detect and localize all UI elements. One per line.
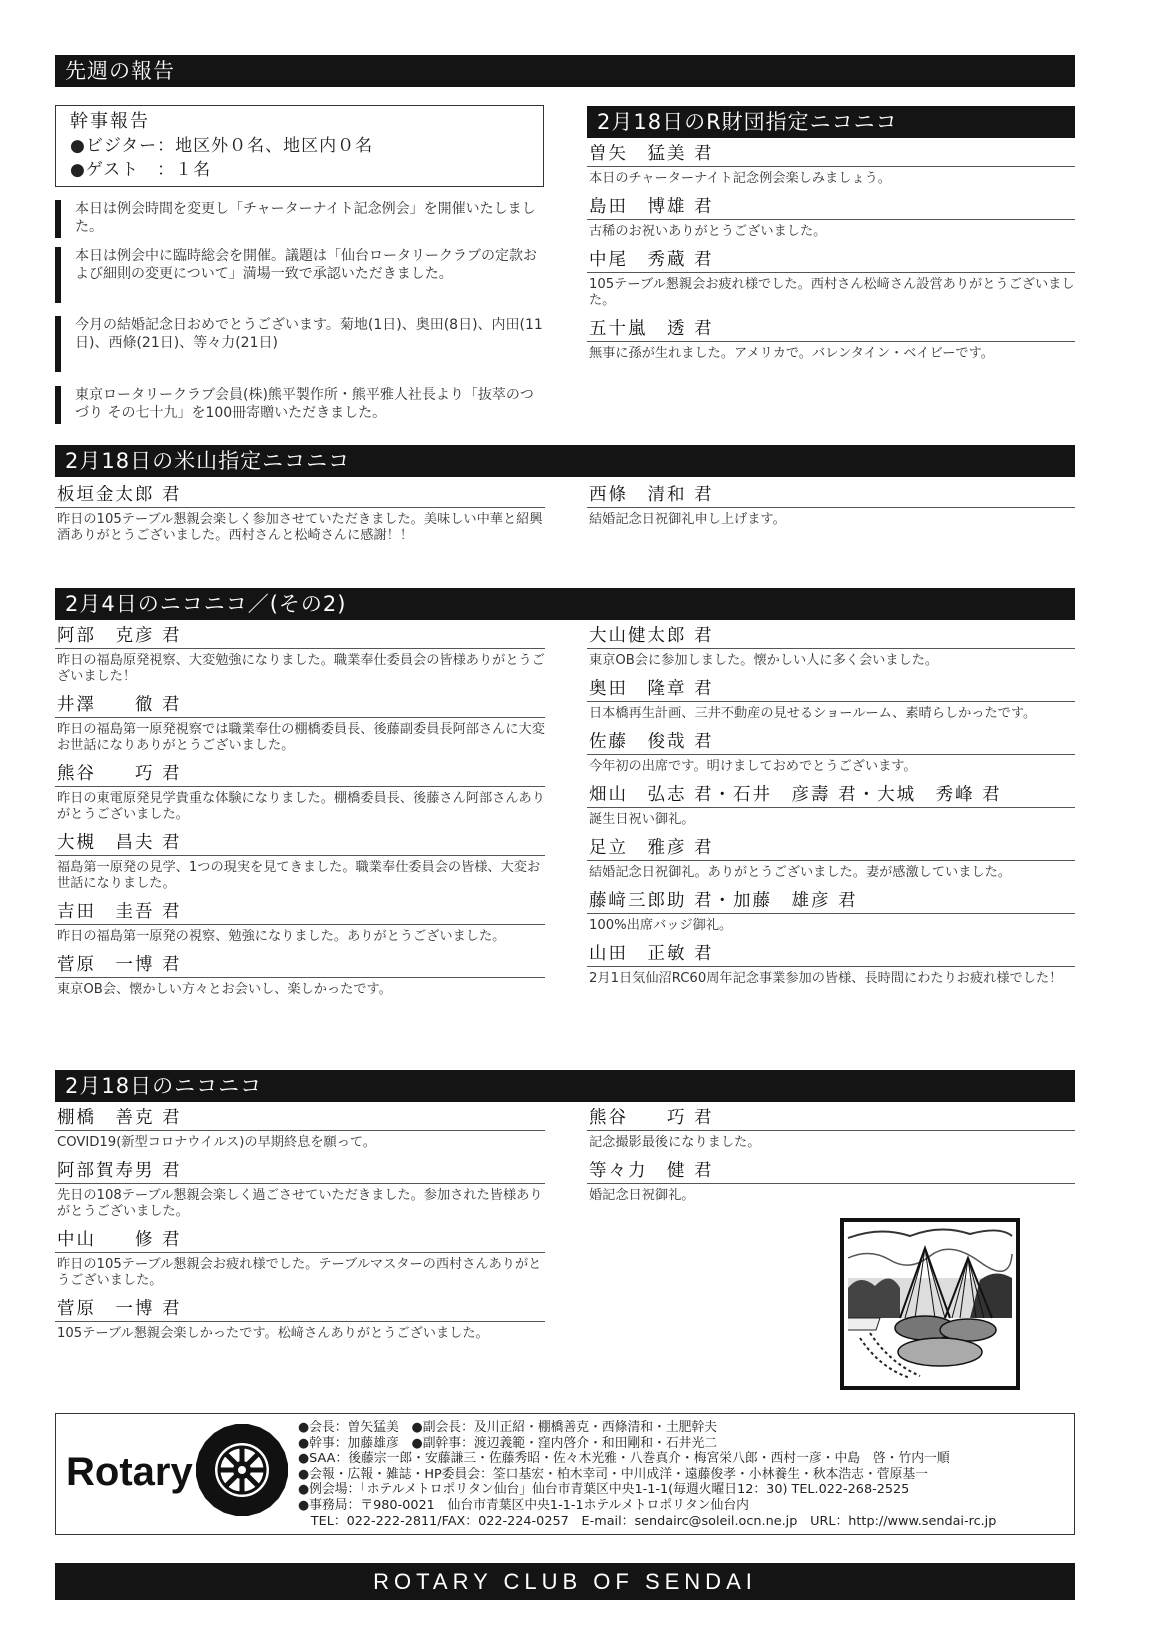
list-item xyxy=(587,677,1075,722)
list-item xyxy=(55,1297,545,1342)
member-message: 本日のチャーターナイト記念例会楽しみましょう。 xyxy=(589,171,891,186)
list-item xyxy=(55,1228,545,1289)
member-name: 熊谷 巧 君 xyxy=(55,762,545,787)
member-message: 100%出席バッジ御礼。 xyxy=(589,918,733,933)
member-name: 奥田 隆章 君 xyxy=(587,677,1075,702)
member-name: 曽矢 猛美 君 xyxy=(587,142,1075,167)
garden-illustration-icon xyxy=(840,1218,1020,1390)
member-message: 昨日の105テーブル懇親会お疲れ様でした。テーブルマスターの西村さんありがとうございました。 xyxy=(57,1257,542,1288)
feb18-right-list xyxy=(587,1106,1075,1212)
list-item xyxy=(55,953,545,998)
feb18-left-list xyxy=(55,1106,545,1350)
section-header-r-foundation: 2月18日のR財団指定ニコニコ xyxy=(587,106,1075,138)
list-item xyxy=(587,248,1075,309)
list-item xyxy=(587,730,1075,775)
feb4-right-list xyxy=(587,624,1075,995)
rotary-wheel-icon xyxy=(196,1424,288,1516)
list-item xyxy=(587,836,1075,881)
list-item xyxy=(587,942,1075,987)
footer-line: ●事務局：〒980-0021 仙台市青葉区中央1-1-1ホテルメトロポリタン仙台内 xyxy=(298,1497,749,1513)
secretary-report-title: 幹事報告 xyxy=(70,111,150,132)
member-name: 菅原 一博 君 xyxy=(55,1297,545,1322)
member-name: 大山健太郎 君 xyxy=(587,624,1075,649)
member-name: 菅原 一博 君 xyxy=(55,953,545,978)
list-item xyxy=(587,317,1075,362)
member-name: 島田 博雄 君 xyxy=(587,195,1075,220)
list-item xyxy=(55,1159,545,1220)
secretary-report-box xyxy=(55,105,544,187)
list-item xyxy=(55,762,545,823)
member-message: 今年初の出席です。明けましておめでとうございます。 xyxy=(589,759,917,774)
member-name: 棚橋 善克 君 xyxy=(55,1106,545,1131)
member-name: 井澤 徹 君 xyxy=(55,693,545,718)
r-foundation-list xyxy=(587,142,1075,370)
member-message: 誕生日祝い御礼。 xyxy=(589,812,695,827)
member-message: 結婚記念日祝御礼。ありがとうございました。妻が感激していました。 xyxy=(589,865,1011,880)
secretary-guests: ●ゲスト ：１名 xyxy=(70,160,212,180)
club-name-bar: ROTARY CLUB OF SENDAI xyxy=(55,1563,1075,1600)
member-message: 105テーブル懇親会お疲れ様でした。西村さん松﨑さん設営ありがとうございました。 xyxy=(589,277,1075,308)
member-name: 阿部賀寿男 君 xyxy=(55,1159,545,1184)
member-message: 東京OB会に参加しました。懐かしい人に多く会いました。 xyxy=(589,653,939,668)
section-header-feb4: 2月4日のニコニコ／(その2) xyxy=(55,588,1075,620)
report-note: 東京ロータリークラブ会員(株)熊平製作所・熊平雅人社長より「抜萃のつづり その七十九」を100冊寄贈いただきました。 xyxy=(55,386,545,424)
member-message: 昨日の福島原発視察、大変勉強になりました。職業奉仕委員会の皆様ありがとうございました！ xyxy=(57,653,545,684)
member-name: 藤﨑三郎助 君・加藤 雄彦 君 xyxy=(587,889,1075,914)
list-item xyxy=(55,900,545,945)
member-name: 西條 清和 君 xyxy=(587,483,1075,508)
member-name: 阿部 克彦 君 xyxy=(55,624,545,649)
rotary-logo-text: Rotary xyxy=(66,1450,193,1494)
secretary-visitors: ●ビジター：地区外０名、地区内０名 xyxy=(70,136,374,156)
member-name: 板垣金太郎 君 xyxy=(55,483,545,508)
member-name: 五十嵐 透 君 xyxy=(587,317,1075,342)
member-name: 中尾 秀蔵 君 xyxy=(587,248,1075,273)
feb4-left-list xyxy=(55,624,545,1006)
list-item xyxy=(55,831,545,892)
list-item xyxy=(55,624,545,685)
member-message: 婚記念日祝御礼。 xyxy=(589,1188,695,1203)
member-name: 熊谷 巧 君 xyxy=(587,1106,1075,1131)
list-item xyxy=(55,1106,545,1151)
section-header-yoneyama: 2月18日の米山指定ニコニコ xyxy=(55,445,1075,477)
yoneyama-right-list xyxy=(587,483,1075,536)
list-item xyxy=(587,889,1075,934)
member-message: 105テーブル懇親会楽しかったです。松﨑さんありがとうございました。 xyxy=(57,1326,489,1341)
member-message: 無事に孫が生れました。アメリカで。バレンタイン・ベイビーです。 xyxy=(589,346,994,361)
list-item xyxy=(587,783,1075,828)
footer-info-lines xyxy=(298,1420,1068,1529)
member-name: 足立 雅彦 君 xyxy=(587,836,1075,861)
member-message: 古稀のお祝いありがとうございました。 xyxy=(589,224,827,239)
member-message: 昨日の105テーブル懇親会楽しく参加させていただきました。美味しい中華と紹興酒ありがとうございました。西村さんと松崎さんに感謝！！ xyxy=(57,512,543,543)
member-message: 昨日の東電原発見学貴重な体験になりました。棚橋委員長、後藤さん阿部さんありがとうございました。 xyxy=(57,791,545,822)
member-name: 等々力 健 君 xyxy=(587,1159,1075,1184)
footer-line: ●例会場：「ホテルメトロポリタン仙台」仙台市青葉区中央1-1-1(毎週火曜日12：30) TEL.022-268-2525 xyxy=(298,1482,910,1498)
member-message: 記念撮影最後になりました。 xyxy=(589,1135,761,1150)
member-name: 山田 正敏 君 xyxy=(587,942,1075,967)
member-name: 佐藤 俊哉 君 xyxy=(587,730,1075,755)
footer-line: ●SAA：後藤宗一郎・安藤謙三・佐藤秀昭・佐々木光雅・八巻真介・梅宮栄八郎・西村一彦・中島 啓・竹内一順 xyxy=(298,1451,950,1467)
list-item xyxy=(587,624,1075,669)
footer-info-box xyxy=(55,1413,1075,1535)
footer-line: ●会長：曽矢猛美 ●副会長：及川正紹・棚橋善克・西條清和・土肥幹夫 xyxy=(298,1420,718,1435)
list-item xyxy=(587,1159,1075,1204)
member-message: 東京OB会、懐かしい方々とお会いし、楽しかったです。 xyxy=(57,982,392,997)
section-header-last-week: 先週の報告 xyxy=(55,55,1075,87)
list-item xyxy=(587,142,1075,187)
member-name: 中山 修 君 xyxy=(55,1228,545,1253)
member-message: 2月1日気仙沼RC60周年記念事業参加の皆様、長時間にわたりお疲れ様でした！ xyxy=(589,971,1063,986)
report-note: 本日は例会中に臨時総会を開催。議題は「仙台ロータリークラブの定款および細則の変更について」満場一致で承認いただきました。 xyxy=(55,247,545,303)
list-item xyxy=(587,483,1075,528)
member-message: COVID19(新型コロナウイルス)の早期終息を願って。 xyxy=(57,1135,376,1150)
member-message: 結婚記念日祝御礼申し上げます。 xyxy=(589,512,786,527)
section-header-feb18: 2月18日のニコニコ xyxy=(55,1070,1075,1102)
footer-line: TEL：022-222-2811/FAX：022-224-0257 E-mail：sendairc@soleil.ocn.ne.jp URL：http://www.sendai-rc.jp xyxy=(298,1513,997,1529)
member-name: 大槻 昌夫 君 xyxy=(55,831,545,856)
member-name: 畑山 弘志 君・石井 彦壽 君・大城 秀峰 君 xyxy=(587,783,1075,808)
footer-line: ●幹事：加藤雄彦 ●副幹事：渡辺義範・窪内啓介・和田剛和・石井光二 xyxy=(298,1435,718,1451)
footer-line: ●会報・広報・雑誌・HP委員会：筌口基宏・柏木幸司・中川成洋・遠藤俊孝・小林養生・秋本浩志・菅原基一 xyxy=(298,1466,928,1482)
member-message: 先日の108テーブル懇親会楽しく過ごさせていただきました。参加された皆様ありがとうございました。 xyxy=(57,1188,543,1219)
list-item xyxy=(587,195,1075,240)
member-message: 昨日の福島第一原発視察では職業奉仕の棚橋委員長、後藤副委員長阿部さんに大変お世話になりありがとうございました。 xyxy=(57,722,545,753)
list-item xyxy=(55,483,545,544)
report-note: 今月の結婚記念日おめでとうございます。菊地(1日)、奥田(8日)、内田(11日)、西條(21日)、等々力(21日) xyxy=(55,316,545,372)
member-message: 昨日の福島第一原発の視察、勉強になりました。ありがとうございました。 xyxy=(57,929,506,944)
yoneyama-left-list xyxy=(55,483,545,552)
member-message: 日本橋再生計画、三井不動産の見せるショールーム、素晴らしかったです。 xyxy=(589,706,1037,721)
list-item xyxy=(587,1106,1075,1151)
member-message: 福島第一原発の見学、1つの現実を見てきました。職業奉仕委員会の皆様、大変お世話になりました。 xyxy=(57,860,541,891)
member-name: 吉田 圭吾 君 xyxy=(55,900,545,925)
report-note: 本日は例会時間を変更し「チャーターナイト記念例会」を開催いたしました。 xyxy=(55,200,545,238)
list-item xyxy=(55,693,545,754)
